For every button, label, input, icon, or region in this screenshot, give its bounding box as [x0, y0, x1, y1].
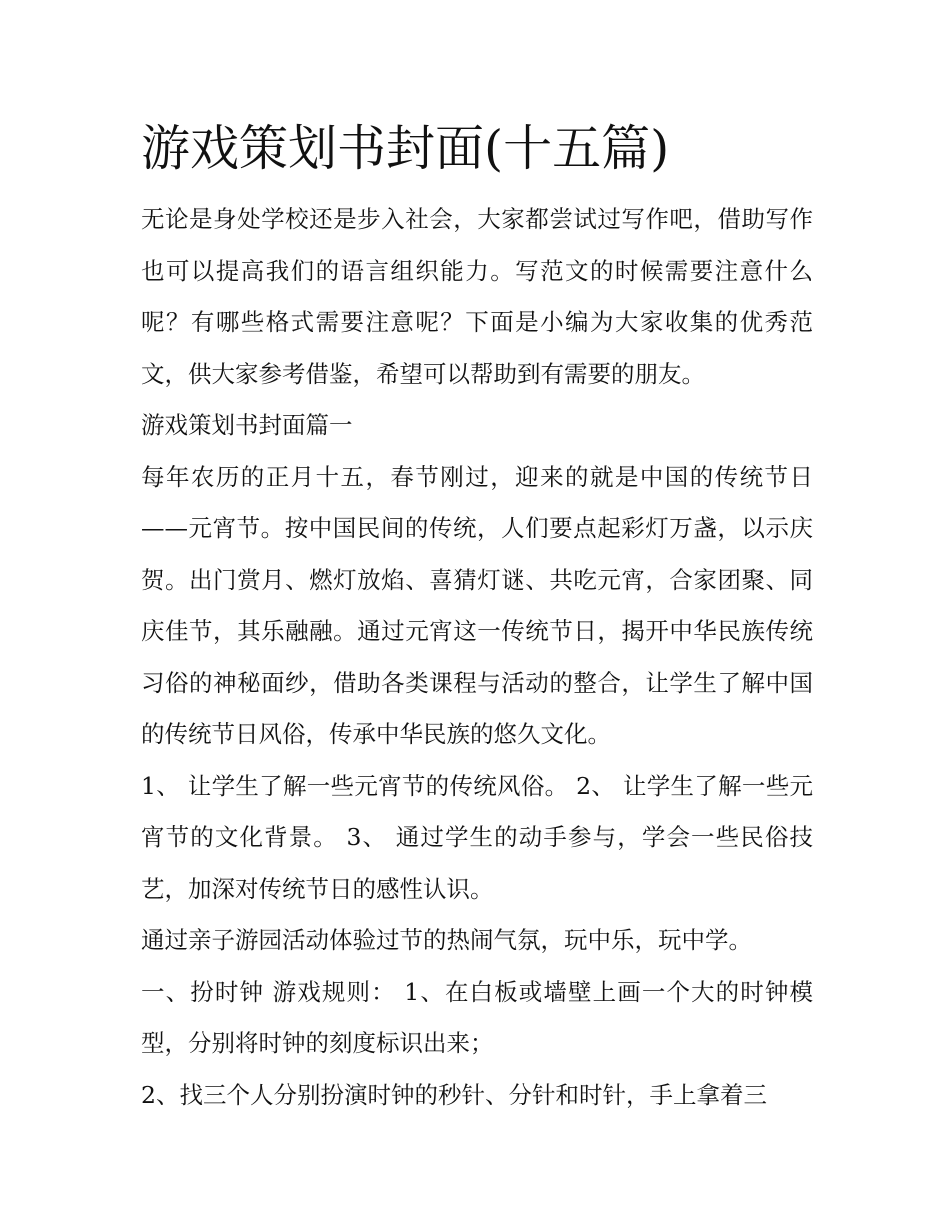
section-heading: 游戏策划书封面篇一 [141, 411, 353, 439]
document-page [141, 118, 813, 1121]
goals-paragraph: 1、 让学生了解一些元宵节的传统风俗。 2、 让学生了解一些元宵节的文化背景。 3、 通过学生的动手参与，学会一些民俗技艺，加深对传统节日的感性认识。 [141, 771, 813, 903]
document-title: 游戏策划书封面(十五篇) [141, 120, 670, 177]
game-rules-paragraph: 一、扮时钟 游戏规则： 1、在白板或墙壁上画一个大的时钟模型，分别将时钟的刻度标识出来； [141, 977, 813, 1057]
game-rules-step-2: 2、找三个人分别扮演时钟的秒针、分针和时针，手上拿着三 [141, 1080, 767, 1109]
intro-paragraph: 无论是身处学校还是步入社会，大家都尝试过写作吧，借助写作也可以提高我们的语言组织能力。写范文的时候需要注意什么呢？有哪些格式需要注意呢？下面是小编为大家收集的优秀范文，供大家参考借鉴，希望可以帮助到有需要的朋友。 [141, 205, 813, 388]
lantern-festival-paragraph: 每年农历的正月十五，春节刚过，迎来的就是中国的传统节日——元宵节。按中国民间的传统，人们要点起彩灯万盏，以示庆贺。出门赏月、燃灯放焰、喜猜灯谜、共吃元宵，合家团聚、同庆佳节，其乐融融。通过元宵这一传统节日，揭开中华民族传统习俗的神秘面纱，借助各类课程与活动的整合，让学生了解中国的传统节日风俗，传承中华民族的悠久文化。 [141, 462, 813, 748]
activity-purpose-paragraph: 通过亲子游园活动体验过节的热闹气氛，玩中乐，玩中学。 [141, 926, 752, 954]
